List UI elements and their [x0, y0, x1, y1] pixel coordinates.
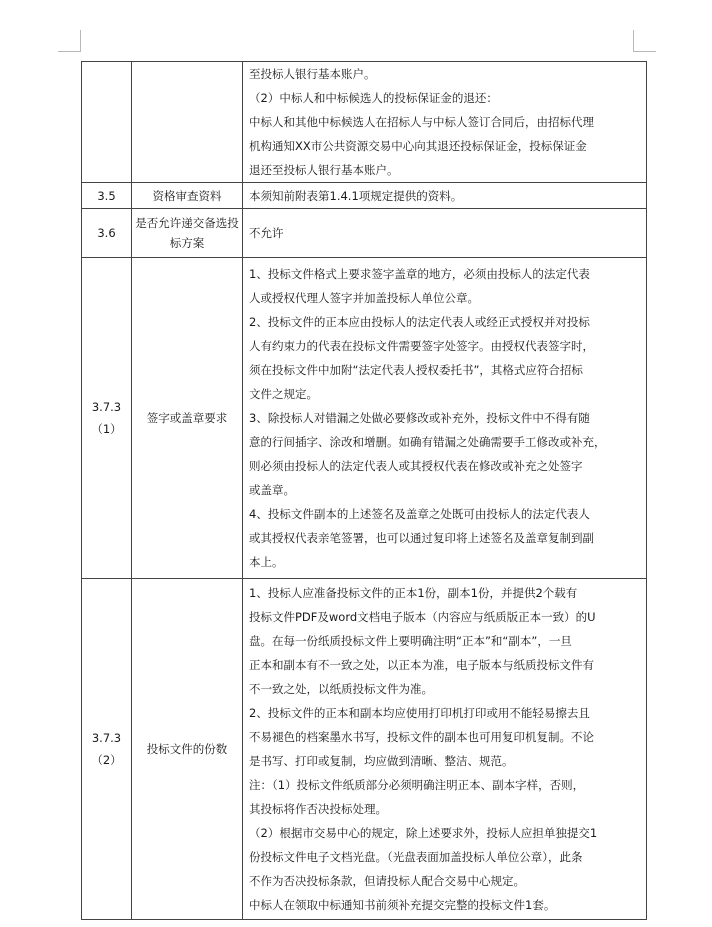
content-line: 须在投标文件中加附“法定代表人授权委托书”，其格式应符合招标	[249, 363, 583, 377]
content-line: 投标文件PDF及word文档电子版本（内容应与纸质版正本一致）的U	[249, 610, 596, 624]
content-line: 退还至投标人银行基本账户。	[249, 163, 399, 177]
content-line: 不一致之处，以纸质投标文件为准。	[249, 682, 433, 696]
row-content	[243, 579, 647, 920]
content-line: 中标人和其他中标候选人在招标人与中标人签订合同后，由招标代理	[249, 115, 594, 129]
bid-instructions-table	[81, 61, 647, 920]
crop-mark-top-left-h	[58, 51, 80, 52]
row-number: 3.5	[82, 183, 132, 209]
row-number: 3.7.3 （1）	[82, 258, 132, 579]
crop-mark-top-right-h	[634, 51, 656, 52]
content-line: 份投标文件电子文档光盘。（光盘表面加盖投标人单位公章），此条	[249, 850, 583, 864]
content-line: 文件之规定。	[249, 387, 318, 401]
content-line: 中标人在领取中标通知书前须补充提交完整的投标文件1套。	[249, 898, 556, 912]
content-line: （2）根据市交易中心的规定，除上述要求外，投标人应担单独提交1	[249, 826, 598, 840]
content-line: 机构通知XX市公共资源交易中心向其退还投标保证金，投标保证金	[249, 139, 587, 153]
content-line: 则必须由投标人的法定代表人或其授权代表在修改或补充之处签字	[249, 459, 583, 473]
content-line: 不易褪色的档案墨水书写，投标文件的副本也可用复印机复制。不论	[249, 730, 594, 744]
content-line: 是书写、打印或复制，均应做到清晰、整洁、规范。	[249, 754, 514, 768]
table-row	[82, 183, 647, 209]
row-number	[82, 62, 132, 183]
row-content	[243, 183, 647, 209]
content-line: 或盖章。	[249, 483, 295, 497]
content-line: 人有约束力的代表在投标文件需要签字处签字。由授权代表签字时，	[249, 339, 594, 353]
row-item-name: 是否允许递交备选投标方案	[132, 209, 243, 258]
content-line: 或其授权代表亲笔签署，也可以通过复印将上述签名及盖章复制到副	[249, 531, 594, 545]
content-line: 本上。	[249, 555, 284, 569]
content-line: 意的行间插字、涂改和增删。如确有错漏之处确需要手工修改或补充，	[249, 435, 606, 449]
row-item-name: 投标文件的份数	[132, 579, 243, 920]
content-line: （2）中标人和中标候选人的投标保证金的退还：	[249, 91, 498, 105]
content-line: 至投标人银行基本账户。	[249, 67, 376, 81]
content-line: 2、投标文件的正本和副本均应使用打印机打印或用不能轻易擦去且	[249, 706, 590, 720]
table-row	[82, 258, 647, 579]
content-line: 2、投标文件的正本应由投标人的法定代表人或经正式授权并对投标	[249, 315, 590, 329]
table-row	[82, 209, 647, 258]
row-item-name	[132, 62, 243, 183]
row-number: 3.6	[82, 209, 132, 258]
row-number: 3.7.3 （2）	[82, 579, 132, 920]
row-item-name: 签字或盖章要求	[132, 258, 243, 579]
content-line: 不允许	[249, 226, 284, 240]
row-item-name: 资格审查资料	[132, 183, 243, 209]
content-line: 盘。在每一份纸质投标文件上要明确注明“正本”和“副本”，一旦	[249, 634, 572, 648]
content-line: 4、投标文件副本的上述签名及盖章之处既可由投标人的法定代表人	[249, 507, 590, 521]
content-line: 1、投标文件格式上要求签字盖章的地方，必须由投标人的法定代表	[249, 267, 590, 281]
crop-mark-top-left-v	[80, 30, 81, 52]
content-line: 其投标将作否决投标处理。	[249, 802, 387, 816]
content-line: 本须知前附表第1.4.1项规定提供的资料。	[249, 188, 463, 203]
table-row	[82, 579, 647, 920]
content-line: 3、除投标人对错漏之处做必要修改或补充外，投标文件中不得有随	[249, 411, 590, 425]
row-content	[243, 258, 647, 579]
row-content	[243, 209, 647, 258]
content-line: 正本和副本有不一致之处，以正本为准，电子版本与纸质投标文件有	[249, 658, 594, 672]
crop-mark-top-right-v	[633, 30, 634, 52]
content-line: 1、投标人应准备投标文件的正本1份，副本1份，并提供2个载有	[249, 586, 578, 600]
content-line: 注：（1）投标文件纸质部分必须明确注明正本、副本字样，否则，	[249, 778, 585, 792]
content-line: 人或授权代理人签字并加盖投标人单位公章。	[249, 291, 479, 305]
content-line: 不作为否决投标条款，但请投标人配合交易中心规定。	[249, 874, 525, 888]
row-content	[243, 62, 647, 183]
table-row	[82, 62, 647, 183]
